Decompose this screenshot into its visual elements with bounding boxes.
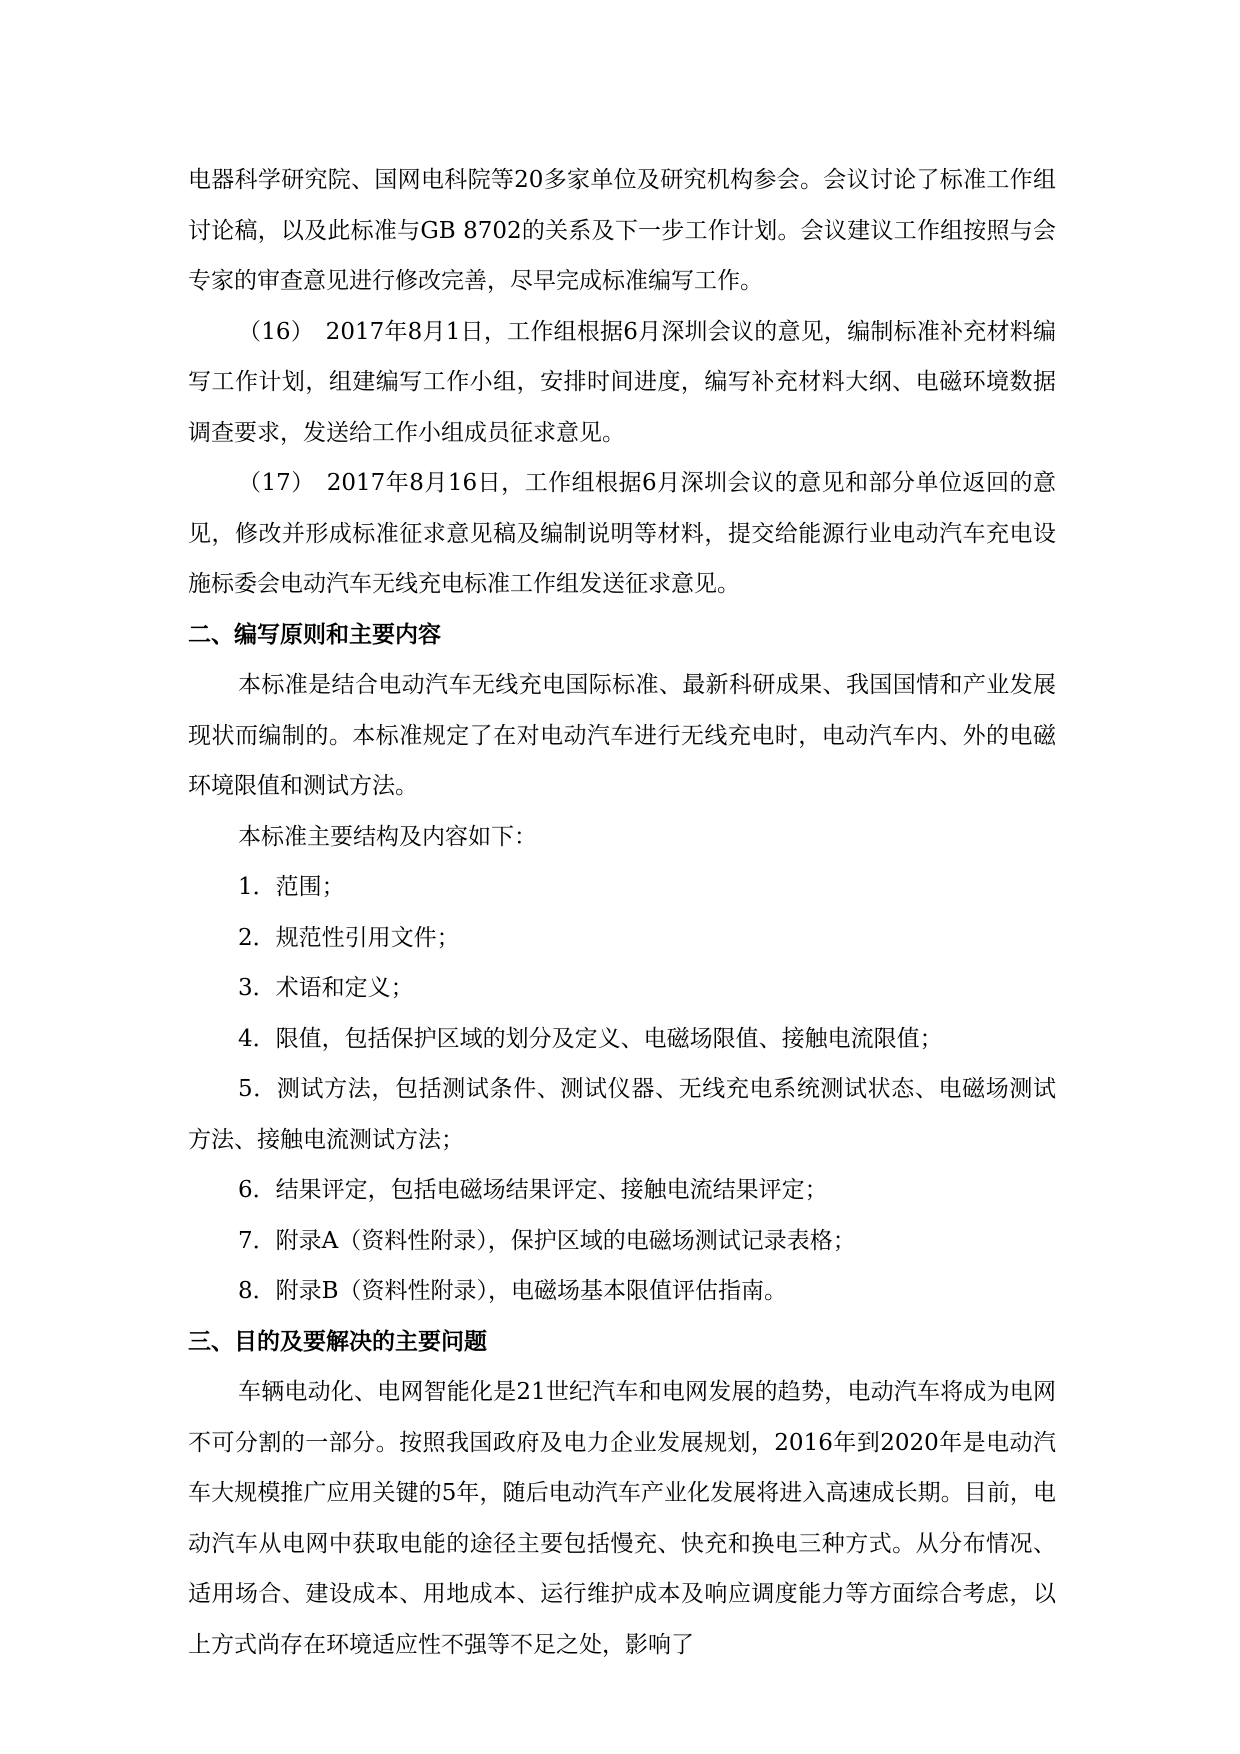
paragraph-item-16: （16） 2017年8月1日，工作组根据6月深圳会议的意见，编制标准补充材料编写工作计划，组建编写工作小组，安排时间进度，编写补充材料大纲、电磁环境数据调查要求，发送给工作小组成员征求意见。 [188, 318, 1056, 446]
list-item: 1．范围； [238, 874, 345, 900]
list-item: 5．测试方法，包括测试条件、测试仪器、无线充电系统测试状态、电磁场测试方法、接触电流测试方法； [188, 1076, 1056, 1153]
list-item: 6．结果评定，包括电磁场结果评定、接触电流结果评定； [238, 1177, 828, 1203]
section-heading-2: 二、编写原则和主要内容 [188, 621, 441, 648]
paragraph-purpose: 车辆电动化、电网智能化是21世纪汽车和电网发展的趋势，电动汽车将成为电网不可分割的一部分。按照我国政府及电力企业发展规划，2016年到2020年是电动汽车大规模推广应用关键的5年，随后电动汽车产业化发展将进入高速成长期。目前，电动汽车从电网中获取电能的途径主要包括慢充、快充和换电三种方式。从分布情况、适用场合、建设成本、用地成本、运行维护成本及响应调度能力等方面综合考虑，以上方式尚存在环境适应性不强等不足之处，影响了 [188, 1379, 1056, 1658]
list-item: 4．限值，包括保护区域的划分及定义、电磁场限值、接触电流限值； [238, 1025, 943, 1052]
list-item: 7．附录A（资料性附录），保护区域的电磁场测试记录表格； [238, 1227, 856, 1254]
paragraph-continued: 电器科学研究院、国网电科院等20多家单位及研究机构参会。会议讨论了标准工作组讨论稿，以及此标准与GB 8702的关系及下一步工作计划。会议建议工作组按照与会专家的审查意见进行修改完善，尽早完成标准编写工作。 [188, 167, 1056, 294]
list-item: 3．术语和定义； [238, 975, 414, 1001]
paragraph-item-17: （17） 2017年8月16日，工作组根据6月深圳会议的意见和部分单位返回的意见，修改并形成标准征求意见稿及编制说明等材料，提交给能源行业电动汽车充电设施标委会电动汽车无线充电标准工作组发送征求意见。 [188, 470, 1056, 597]
list-item: 8．附录B（资料性附录），电磁场基本限值评估指南。 [238, 1278, 788, 1304]
paragraph-principles: 本标准是结合电动汽车无线充电国际标准、最新科研成果、我国国情和产业发展现状而编制的。本标准规定了在对电动汽车进行无线充电时，电动汽车内、外的电磁环境限值和测试方法。 [188, 672, 1056, 799]
document-body [188, 155, 1056, 1670]
list-item: 2．规范性引用文件； [238, 924, 460, 951]
paragraph-structure-intro: 本标准主要结构及内容如下： [238, 823, 537, 850]
section-heading-3: 三、目的及要解决的主要问题 [188, 1328, 487, 1355]
